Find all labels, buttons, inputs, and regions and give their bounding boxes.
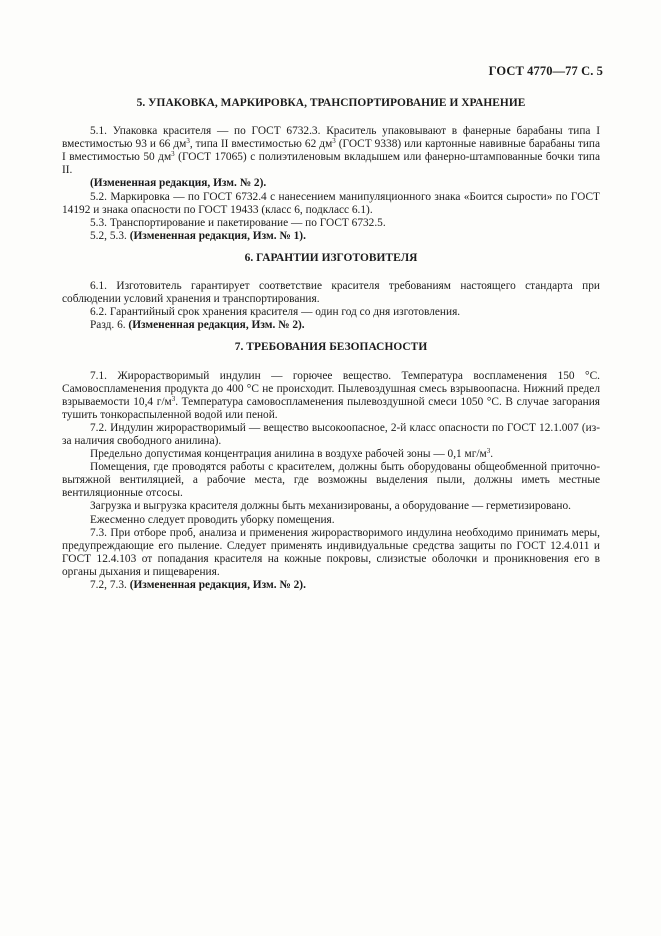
page-header: ГОСТ 4770—77 С. 5 — [488, 64, 603, 78]
paragraph-6-1: 6.1. Изготовитель гарантирует соответствие красителя требованиям настоящего стандарта при соблюдении условий хранения и транспортирования. — [62, 280, 600, 306]
paragraph-7-1: 7.1. Жирорастворимый индулин — горючее вещество. Температура воспламенения 150 °С. Самовоспламенения продукта до 400 °С не происходит. Пылевоздушная смесь взрывоопасна. Нижний предел взрываемости 10,4 $г/м^3$. Температура самовоспламенения пылевоздушной смеси 1050 °С. В случае загорания тушить тонкораспыленной водой или пеной. — [62, 369, 601, 421]
section-5-title: 5. УПАКОВКА, МАРКИРОВКА, ТРАНСПОРТИРОВАНИЕ И ХРАНЕНИЕ — [136, 97, 526, 109]
paragraph-7-3: 7.3. При отборе проб, анализа и применения жирорастворимого индулина необходимо принимать меры, предупреждающие его пыление. Следует применять индивидуальные средства защиты по ГОСТ 12.4.011 и ГОСТ 12.4.103 от попадания красителя на кожные покровы, слизистые оболочки и проникновения его в органы дыхания и пищеварения. — [62, 526, 600, 578]
paragraph-7-2-ventilation: Помещения, где проводятся работы с красителем, должны быть оборудованы общеобменной приточно-вытяжной вентиляцией, а рабочие места, где возможны выделения пыли, должны иметь местные вентиляционные отсосы. — [62, 461, 600, 500]
paragraph-7-2-cleaning: Ежесменно следует проводить уборку помещения. — [90, 513, 335, 526]
amendment-note-5-1: (Измененная редакция, Изм. № 2). — [90, 177, 267, 190]
paragraph-6-2: 6.2. Гарантийный срок хранения красителя — один год со дня изготовления. — [90, 306, 461, 319]
section-6-title: 6. ГАРАНТИИ ИЗГОТОВИТЕЛЯ — [244, 251, 418, 264]
amendment-note-6: Разд. 6. (Измененная редакция, Изм. № 2). — [90, 319, 305, 332]
amendment-note-7: 7.2, 7.3. (Измененная редакция, Изм. № 2). — [90, 579, 306, 591]
section-7-title: 7. ТРЕБОВАНИЯ БЕЗОПАСНОСТИ — [234, 341, 428, 354]
paragraph-5-3: 5.3. Транспортирование и пакетирование — по ГОСТ 6732.5. — [90, 216, 386, 229]
paragraph-5-1: 5.1. Упаковка красителя — по ГОСТ 6732.3. Краситель упаковывают в фанерные барабаны типа I вместимостью 93 и 66 $дм^3$, типа II вместимостью 62 $дм^3$ (ГОСТ 9338) или картонные навивные барабаны типа I вместимостью 50 $дм^3$ (ГОСТ 17065) с полиэтиленовым вкладышем или фанерно-штампованные бочки типа II. — [62, 125, 601, 177]
paragraph-7-2-loading: Загрузка и выгрузка красителя должны быть механизированы, а оборудование — герметизировано. — [90, 500, 571, 513]
amendment-note-5-2-5-3: 5.2, 5.3. (Измененная редакция, Изм. № 1). — [90, 229, 306, 242]
paragraph-5-2: 5.2. Маркировка — по ГОСТ 6732.4 с нанесением манипуляционного знака «Боится сырости» по ГОСТ 14192 и знака опасности по ГОСТ 19433 (класс 6, подкласс 6.1). — [62, 190, 600, 216]
paragraph-7-2-concentration: Предельно допустимая концентрация анилина в воздухе рабочей зоны — 0,1 $мг/м^3$. — [90, 447, 494, 461]
document-body — [62, 97, 600, 592]
paragraph-7-2: 7.2. Индулин жирорастворимый — вещество высокоопасное, 2-й класс опасности по ГОСТ 12.1.007 (из-за наличия свободного анилина). — [62, 421, 600, 447]
